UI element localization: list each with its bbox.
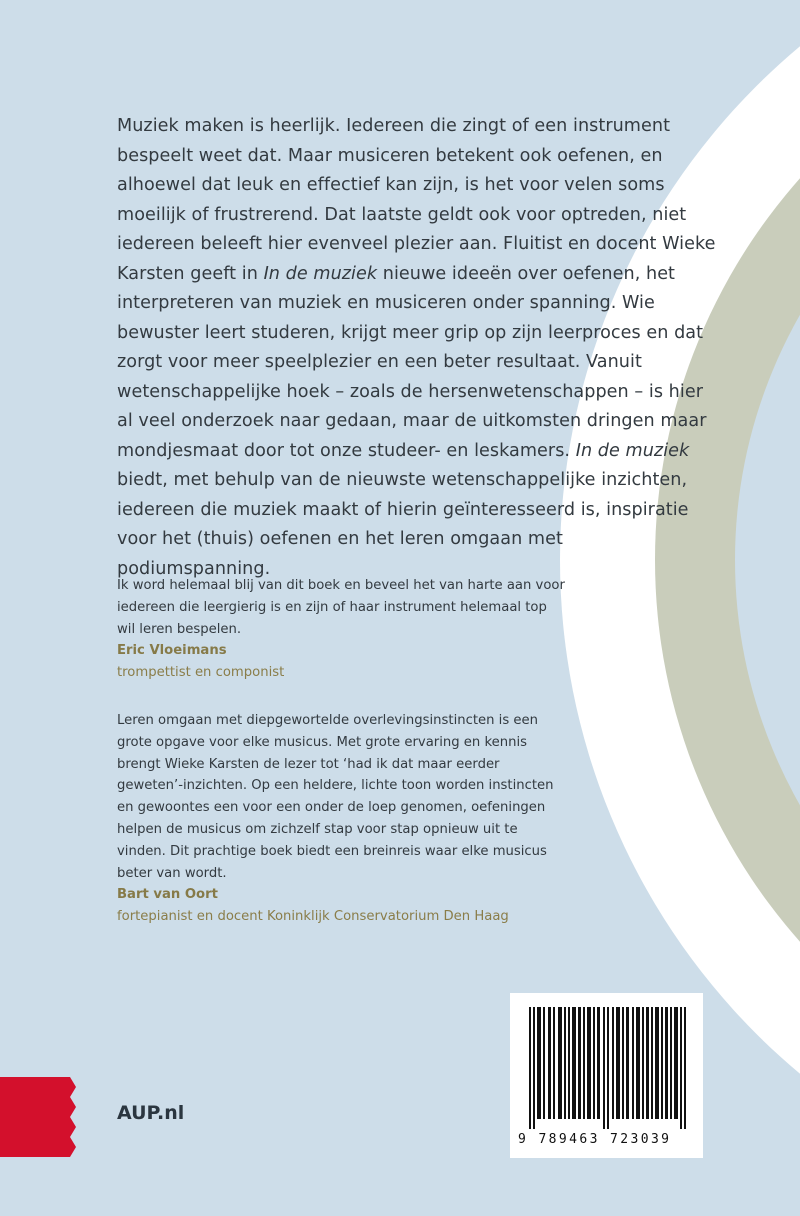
book-title-2: In de muziek: [575, 440, 690, 461]
blurb-text-1: Muziek maken is heerlijk. Iedereen die zingt of een instrument bespeelt weet dat. Maar musiceren betekent ook oefenen, en alhoewel dat leuk en effectief kan zijn, is het voor velen soms moeilijk of frustrerend. Dat laatste geldt ook voor optreden, niet iedereen beleeft hier evenveel plezier aan. Fluitist en docent Wieke Karsten geeft in: [117, 116, 716, 284]
book-title-1: In de muziek: [263, 263, 378, 284]
quote-author-role: trompettist en componist: [117, 665, 285, 681]
endorsement-quote-2: [117, 710, 567, 928]
quote-text: Leren omgaan met diepgewortelde overlevingsinstincten is een grote opgave voor elke musicus. Met grote ervaring en kennis brengt Wieke Karsten de lezer tot ‘had ik dat maar eerder geweten’-inzichten. Op een heldere, lichte toon worden instincten en gewoontes een voor een onder de loep genomen, oefeningen helpen de musicus om zichzelf stap voor stap opnieuw uit te vinden. Dit prachtige boek biedt een breinreis waar elke musicus beter van wordt.: [117, 713, 554, 881]
back-cover-blurb: [117, 112, 717, 584]
barcode: [510, 993, 703, 1158]
isbn-number: 9 789463 723039: [518, 1132, 672, 1147]
endorsement-quote-1: [117, 575, 567, 684]
quote-author: Bart van Oort: [117, 887, 218, 903]
barcode-icon: [529, 1007, 689, 1129]
quote-text: Ik word helemaal blij van dit boek en beveel het van harte aan voor iedereen die leergierig is en zijn of haar instrument helemaal top wil leren bespelen.: [117, 578, 565, 637]
blurb-paragraph: [117, 112, 717, 584]
aup-red-tab-icon: [0, 1077, 80, 1157]
publisher-url: AUP.nl: [117, 1102, 185, 1124]
blurb-text-2: nieuwe ideeën over oefenen, het interpreteren van muziek en musiceren onder spanning. Wie bewuster leert studeren, krijgt meer grip op zijn leerproces en dat zorgt voor meer speelplezier en een beter resultaat. Vanuit wetenschappelijke hoek – zoals de hersenwetenschappen – is hier al veel onderzoek naar gedaan, maar de uitkomsten dringen maar mondjesmaat door tot onze studeer- en leskamers.: [117, 263, 707, 461]
blurb-text-3: biedt, met behulp van de nieuwste wetenschappelijke inzichten, iedereen die muziek maakt of hierin geïnteresseerd is, inspiratie voor het (thuis) oefenen en het leren omgaan met podiumspanning.: [117, 470, 689, 579]
quote-author: Eric Vloeimans: [117, 643, 227, 659]
quote-author-role: fortepianist en docent Koninklijk Conservatorium Den Haag: [117, 909, 509, 925]
